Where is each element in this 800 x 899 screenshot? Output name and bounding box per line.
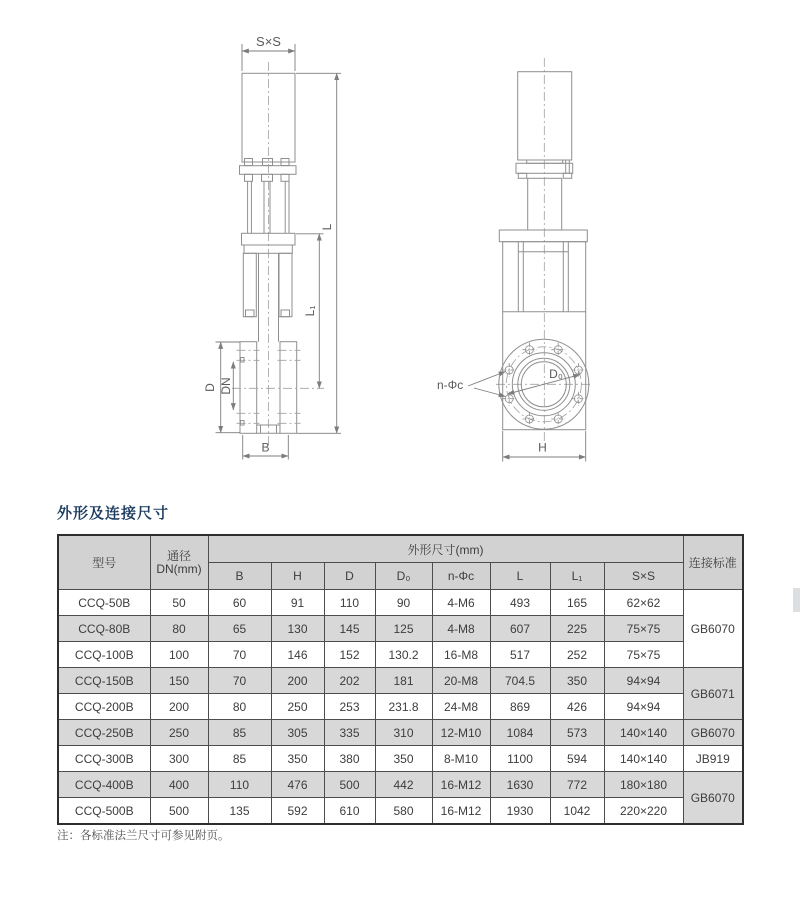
cell-dim-value: 16-M12 (432, 772, 490, 798)
side-view (437, 58, 592, 462)
cell-dn: 50 (150, 590, 208, 616)
col-header-bore (150, 535, 208, 590)
cell-dim-value: 253 (324, 694, 375, 720)
dim-label-d0: D₀ (549, 367, 563, 381)
cell-dn: 500 (150, 798, 208, 825)
dim-label-n-phi-c: n-Φc (437, 378, 464, 392)
dim-label-b: B (261, 440, 270, 455)
cell-dim-value: 140×140 (604, 720, 683, 746)
col-header-h: H (271, 563, 324, 590)
dim-label-h: H (538, 440, 547, 455)
table-row (58, 720, 743, 746)
cell-dim-value: 110 (208, 772, 271, 798)
section-title: 外形及连接尺寸 (57, 505, 170, 522)
cell-dim-value: 8-M10 (432, 746, 490, 772)
cell-dim-value: 110 (324, 590, 375, 616)
cell-dim-value: 592 (271, 798, 324, 825)
dim-label-sxs: S×S (256, 34, 281, 49)
cell-dim-value: 91 (271, 590, 324, 616)
cell-dim-value: 146 (271, 642, 324, 668)
cell-dim-value: 225 (550, 616, 604, 642)
cell-standard: GB6070 (683, 590, 743, 668)
cell-dim-value: 16-M8 (432, 642, 490, 668)
cell-standard: JB919 (683, 746, 743, 772)
col-header-standard: 连接标准 (683, 535, 743, 590)
table-row (58, 772, 743, 798)
dim-label-d: D (203, 383, 217, 392)
dimensions-table (57, 534, 744, 825)
page-edge-mark (793, 588, 800, 612)
cell-dim-value: 16-M12 (432, 798, 490, 825)
cell-model: CCQ-200B (58, 694, 150, 720)
cell-dim-value: 493 (490, 590, 550, 616)
cell-dim-value: 85 (208, 720, 271, 746)
cell-standard: GB6071 (683, 668, 743, 720)
cell-dim-value: 135 (208, 798, 271, 825)
cell-dim-value: 145 (324, 616, 375, 642)
cell-dim-value: 24-M8 (432, 694, 490, 720)
cell-dim-value: 60 (208, 590, 271, 616)
cell-dim-value: 310 (375, 720, 432, 746)
col-header-model: 型号 (58, 535, 150, 590)
col-header-bore-line2: DN(mm) (156, 561, 202, 576)
cell-dim-value: 869 (490, 694, 550, 720)
cell-dim-value: 517 (490, 642, 550, 668)
cell-dim-value: 4-M8 (432, 616, 490, 642)
cell-dim-value: 70 (208, 668, 271, 694)
cell-model: CCQ-80B (58, 616, 150, 642)
cell-dim-value: 350 (550, 668, 604, 694)
table-body (58, 590, 743, 825)
cell-dim-value: 305 (271, 720, 324, 746)
cell-dim-value: 610 (324, 798, 375, 825)
col-header-dims-group: 外形尺寸(mm) (208, 535, 683, 563)
cell-dim-value: 500 (324, 772, 375, 798)
cell-model: CCQ-500B (58, 798, 150, 825)
table-row (58, 616, 743, 642)
cell-dim-value: 426 (550, 694, 604, 720)
cell-dim-value: 202 (324, 668, 375, 694)
cell-dim-value: 80 (208, 694, 271, 720)
cell-dim-value: 130.2 (375, 642, 432, 668)
cell-dim-value: 94×94 (604, 694, 683, 720)
cell-dim-value: 125 (375, 616, 432, 642)
cell-standard: GB6070 (683, 772, 743, 825)
col-header-l1: L₁ (550, 563, 604, 590)
cell-dim-value: 130 (271, 616, 324, 642)
cell-dim-value: 1100 (490, 746, 550, 772)
cell-standard: GB6070 (683, 720, 743, 746)
cell-model: CCQ-400B (58, 772, 150, 798)
cell-dim-value: 94×94 (604, 668, 683, 694)
cell-model: CCQ-150B (58, 668, 150, 694)
cell-model: CCQ-100B (58, 642, 150, 668)
cell-model: CCQ-300B (58, 746, 150, 772)
cell-dim-value: 580 (375, 798, 432, 825)
table-header (58, 535, 743, 590)
cell-dim-value: 20-M8 (432, 668, 490, 694)
cell-dim-value: 442 (375, 772, 432, 798)
cell-dim-value: 85 (208, 746, 271, 772)
cell-dim-value: 231.8 (375, 694, 432, 720)
cell-dim-value: 90 (375, 590, 432, 616)
col-header-d: D (324, 563, 375, 590)
cell-dim-value: 335 (324, 720, 375, 746)
table-row (58, 746, 743, 772)
cell-dim-value: 1042 (550, 798, 604, 825)
cell-dim-value: 12-M10 (432, 720, 490, 746)
cell-dim-value: 220×220 (604, 798, 683, 825)
cell-dn: 100 (150, 642, 208, 668)
col-header-d0: D₀ (375, 563, 432, 590)
cell-dn: 200 (150, 694, 208, 720)
cell-dn: 300 (150, 746, 208, 772)
col-header-l: L (490, 563, 550, 590)
cell-dim-value: 607 (490, 616, 550, 642)
table-row (58, 590, 743, 616)
front-view (203, 34, 341, 460)
col-header-bore-line1: 通径 (166, 548, 191, 563)
cell-dim-value: 250 (271, 694, 324, 720)
cell-dim-value: 476 (271, 772, 324, 798)
cell-dim-value: 380 (324, 746, 375, 772)
table-row (58, 668, 743, 694)
cell-dn: 80 (150, 616, 208, 642)
col-header-n-phi-c: n-Φc (432, 563, 490, 590)
cell-dim-value: 152 (324, 642, 375, 668)
cell-dim-value: 1084 (490, 720, 550, 746)
cell-dim-value: 4-M6 (432, 590, 490, 616)
cell-dim-value: 594 (550, 746, 604, 772)
cell-dim-value: 772 (550, 772, 604, 798)
cell-dim-value: 704.5 (490, 668, 550, 694)
cell-dim-value: 140×140 (604, 746, 683, 772)
table-row (58, 694, 743, 720)
cell-dim-value: 252 (550, 642, 604, 668)
col-header-sxs: S×S (604, 563, 683, 590)
cell-dim-value: 75×75 (604, 642, 683, 668)
cell-dn: 400 (150, 772, 208, 798)
cell-dim-value: 573 (550, 720, 604, 746)
dim-label-dn: DN (219, 377, 233, 395)
cell-dim-value: 1930 (490, 798, 550, 825)
cell-model: CCQ-250B (58, 720, 150, 746)
cell-dn: 250 (150, 720, 208, 746)
cell-dim-value: 200 (271, 668, 324, 694)
cell-dim-value: 65 (208, 616, 271, 642)
cell-dim-value: 181 (375, 668, 432, 694)
dim-label-l1: L₁ (303, 305, 317, 317)
cell-dim-value: 1630 (490, 772, 550, 798)
cell-dim-value: 62×62 (604, 590, 683, 616)
cell-dim-value: 180×180 (604, 772, 683, 798)
cell-dim-value: 70 (208, 642, 271, 668)
cell-dim-value: 165 (550, 590, 604, 616)
cell-dim-value: 350 (271, 746, 324, 772)
dim-label-l: L (320, 223, 334, 231)
cell-dim-value: 75×75 (604, 616, 683, 642)
col-header-b: B (208, 563, 271, 590)
cell-dn: 150 (150, 668, 208, 694)
cell-dim-value: 350 (375, 746, 432, 772)
table-row (58, 642, 743, 668)
table-row (58, 798, 743, 825)
cell-model: CCQ-50B (58, 590, 150, 616)
footnote: 注：各标准法兰尺寸可参见附页。 (57, 830, 230, 842)
